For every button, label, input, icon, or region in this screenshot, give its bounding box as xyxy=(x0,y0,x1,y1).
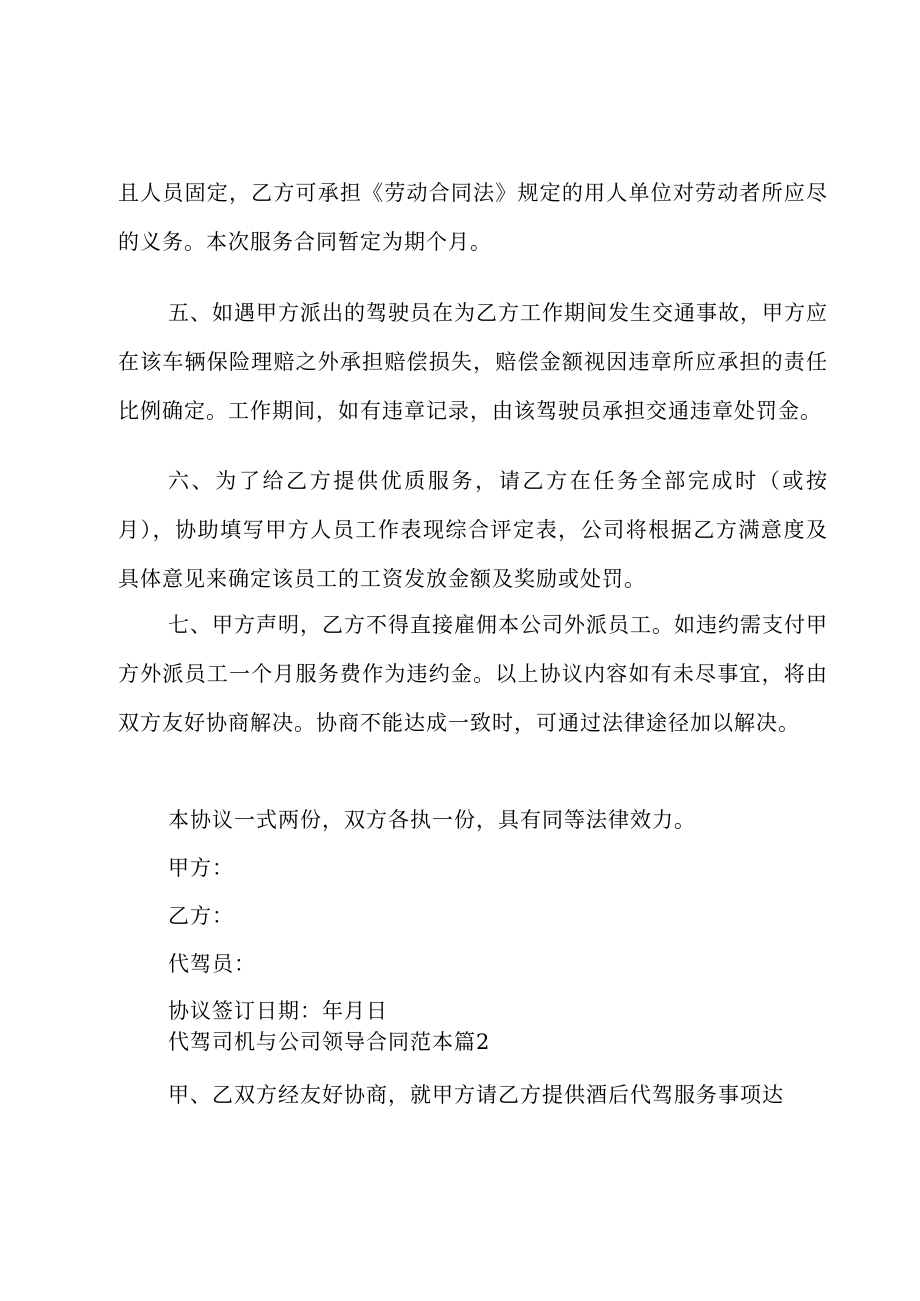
paragraph-clause-7: 七、甲方声明，乙方不得直接雇佣本公司外派员工。如违约需支付甲方外派员工一个月服务费作为违约金。以上协议内容如有未尽事宜，将由双方友好协商解决。协商不能达成一致时，可通过法律途径加以解决。 xyxy=(118,613,828,735)
signature-party-b: 乙方： xyxy=(168,904,234,928)
signature-party-a: 甲方： xyxy=(168,856,234,880)
paragraph-next: 甲、乙双方经友好协商，就甲方请乙方提供酒后代驾服务事项达 xyxy=(168,1083,784,1107)
paragraph-clause-6: 六、为了给乙方提供优质服务，请乙方在任务全部完成时（或按月），协助填写甲方人员工作表现综合评定表，公司将根据乙方满意度及具体意见来确定该员工的工资发放金额及奖励或处罚。 xyxy=(118,469,828,591)
signature-driver: 代驾员： xyxy=(168,952,256,976)
section-title: 代驾司机与公司领导合同范本篇2 xyxy=(168,1030,491,1054)
paragraph-copies: 本协议一式两份，双方各执一份，具有同等法律效力。 xyxy=(168,808,696,832)
paragraph-continuation: 且人员固定，乙方可承担《劳动合同法》规定的用人单位对劳动者所应尽的义务。本次服务合同暂定为期个月。 xyxy=(118,181,828,254)
paragraph-clause-5: 五、如遇甲方派出的驾驶员在为乙方工作期间发生交通事故，甲方应在该车辆保险理赔之外承担赔偿损失，赔偿金额视因违章所应承担的责任比例确定。工作期间，如有违章记录，由该驾驶员承担交通违章处罚金。 xyxy=(118,301,828,423)
signature-date: 协议签订日期：年月日 xyxy=(168,999,388,1023)
